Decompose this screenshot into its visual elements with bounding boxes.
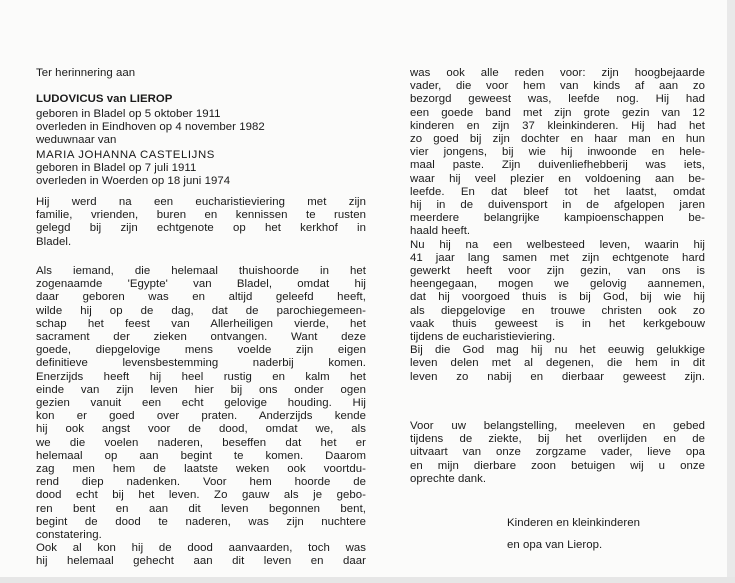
text-line: Ook al kon hij de dood aanvaarden, toch was xyxy=(36,542,366,555)
text-line: constatering. xyxy=(36,529,102,542)
text-line: en mijn dierbare zoon betuigen wij u onze xyxy=(410,459,705,472)
signature-line: en opa van Lierop. xyxy=(507,539,603,552)
continued-paragraph xyxy=(410,67,705,384)
text-line: helemaal op aan begint te komen. Daarom xyxy=(36,449,366,462)
text-line: ren bent en aan dit leven begonnen bent, xyxy=(36,502,366,515)
text-line: een goede band met zijn grote gezin van 12 xyxy=(410,106,705,119)
text-line: vaak thuis geweest is in het kerkgebouw xyxy=(410,317,705,330)
text-line: Nu hij na een welbesteed leven, waarin hij xyxy=(410,238,705,251)
intro-text: Ter herinnering aan xyxy=(36,67,136,79)
text-line: kinderen en zijn 37 kleinkinderen. Hij had het xyxy=(410,119,705,132)
text-line: tijdens de ziekte, bij het overlijden en de xyxy=(410,433,705,446)
text-line: leven delen met al degenen, die hem in dit xyxy=(410,357,705,370)
text-line: hij helemaal gehecht aan dit leven en daar xyxy=(36,555,366,568)
text-line: hij in de duivensport in de afgelopen jaren xyxy=(410,199,705,212)
text-line: leefde. En dat bleef tot het laatst, omdat xyxy=(410,185,705,198)
text-line: dood echt bij het leven. Zo gauw als je gebo- xyxy=(36,489,366,502)
text-line: oprechte dank. xyxy=(410,472,487,485)
birth-line: geboren in Bladel op 5 oktober 1911 xyxy=(36,108,221,120)
text-line: gezien vanuit een echt gelovige houding. Hij xyxy=(36,397,366,410)
text-line: uitvaart van onze zorgzame vader, lieve opa xyxy=(410,446,705,459)
text-line: zag men hem de laatste weken ook voortdu- xyxy=(36,463,366,476)
life-paragraph xyxy=(36,265,366,569)
funeral-paragraph xyxy=(36,196,366,249)
text-line: waar hij veel plezier en voldoening aan be- xyxy=(410,172,705,185)
text-line: kon er goed over praten. Anderzijds kende xyxy=(36,410,366,423)
text-line: zo goed bij zijn dochter en haar man en hun xyxy=(410,133,705,146)
widower-line: weduwnaar van xyxy=(36,134,117,147)
death-line: overleden in Eindhoven op 4 november 1982 xyxy=(36,121,265,134)
text-line: wilde hij op de dag, dat de parochiegemeen- xyxy=(36,304,366,317)
text-line: leven zo nabij en dierbaar geweest zijn. xyxy=(410,370,705,383)
text-line: Bladel. xyxy=(36,235,72,248)
text-line: gelegd bij zijn echtgenote op het kerkhof in xyxy=(36,222,366,235)
spouse-name: MARIA JOHANNA CASTELIJNS xyxy=(36,149,215,161)
text-line: we die voelen naderen, beseffen dat het er xyxy=(36,436,366,449)
text-line: was ook alle reden voor: zijn hoogbejaarde xyxy=(410,67,705,79)
text-line: maal paste. Zijn duivenliefhebberij was iets, xyxy=(410,159,705,172)
text-line: sacrament der zieken ontvangen. Want deze xyxy=(36,331,366,344)
signature-line: Kinderen en kleinkinderen xyxy=(507,517,640,529)
text-line: vier jongens, bij wie hij inwoonde en hele- xyxy=(410,146,705,159)
text-line: dat hij voorgoed thuis is bij God, bij wie hij xyxy=(410,291,705,304)
spouse-death-line: overleden in Woerden op 18 juni 1974 xyxy=(36,175,231,188)
text-line: zogenaamde 'Egypte' van Bladel, omdat hij xyxy=(36,278,366,291)
text-line: tijdens de eucharistieviering. xyxy=(410,331,556,344)
text-line: schap het feest van Allerheiligen vierde, het xyxy=(36,317,366,330)
text-line: begint de dood te naderen, was zijn nuchtere xyxy=(36,515,366,528)
signature xyxy=(507,517,707,552)
text-line: Hij werd na een eucharistieviering met zijn xyxy=(36,196,366,208)
text-line: vader, die voor hem van kinds af aan zo xyxy=(410,80,705,93)
text-line: haald heeft. xyxy=(410,225,471,238)
text-line: Enerzijds heeft hij heel rustig en kalm het xyxy=(36,370,366,383)
text-line: gewerkt heeft voor zijn gezin, van ons is xyxy=(410,265,705,278)
text-line: Bij die God mag hij nu het eeuwig gelukkige xyxy=(410,344,705,357)
text-line: bezorgd geweest was, leefde nog. Hij had xyxy=(410,93,705,106)
text-line: definitieve levensbestemming naderbij komen. xyxy=(36,357,366,370)
text-line: heengegaan, mogen we gelovig aannemen, xyxy=(410,278,705,291)
spouse-birth-line: geboren in Bladel op 7 juli 1911 xyxy=(36,162,197,174)
life-dates xyxy=(36,108,366,148)
text-line: familie, vrienden, buren en kennissen te rusten xyxy=(36,209,366,222)
card-edge-bottom xyxy=(0,577,735,583)
text-line: Als iemand, die helemaal thuishoorde in het xyxy=(36,265,366,277)
text-line: daar geboren was en altijd geleefd heeft, xyxy=(36,291,366,304)
text-line: rend diep nadenken. Voor hem hoorde de xyxy=(36,476,366,489)
text-line: meerdere belangrijke kampioenschappen be- xyxy=(410,212,705,225)
thanks-paragraph xyxy=(410,420,705,486)
deceased-name: LUDOVICUS van LIEROP xyxy=(36,93,173,105)
spouse-dates xyxy=(36,162,366,188)
text-line: einde van zijn leven hier bij ons onder ogen xyxy=(36,383,366,396)
text-line: als diepgelovige en trouwe christen ook zo xyxy=(410,304,705,317)
text-line: 41 jaar lang samen met zijn echtgenote hard xyxy=(410,251,705,264)
card-edge-right xyxy=(727,0,735,583)
text-line: hij ook angst voor de dood, omdat we, als xyxy=(36,423,366,436)
text-line: Voor uw belangstelling, meeleven en gebed xyxy=(410,420,705,432)
text-line: goede, diepgelovige mens voelde zijn eigen xyxy=(36,344,366,357)
